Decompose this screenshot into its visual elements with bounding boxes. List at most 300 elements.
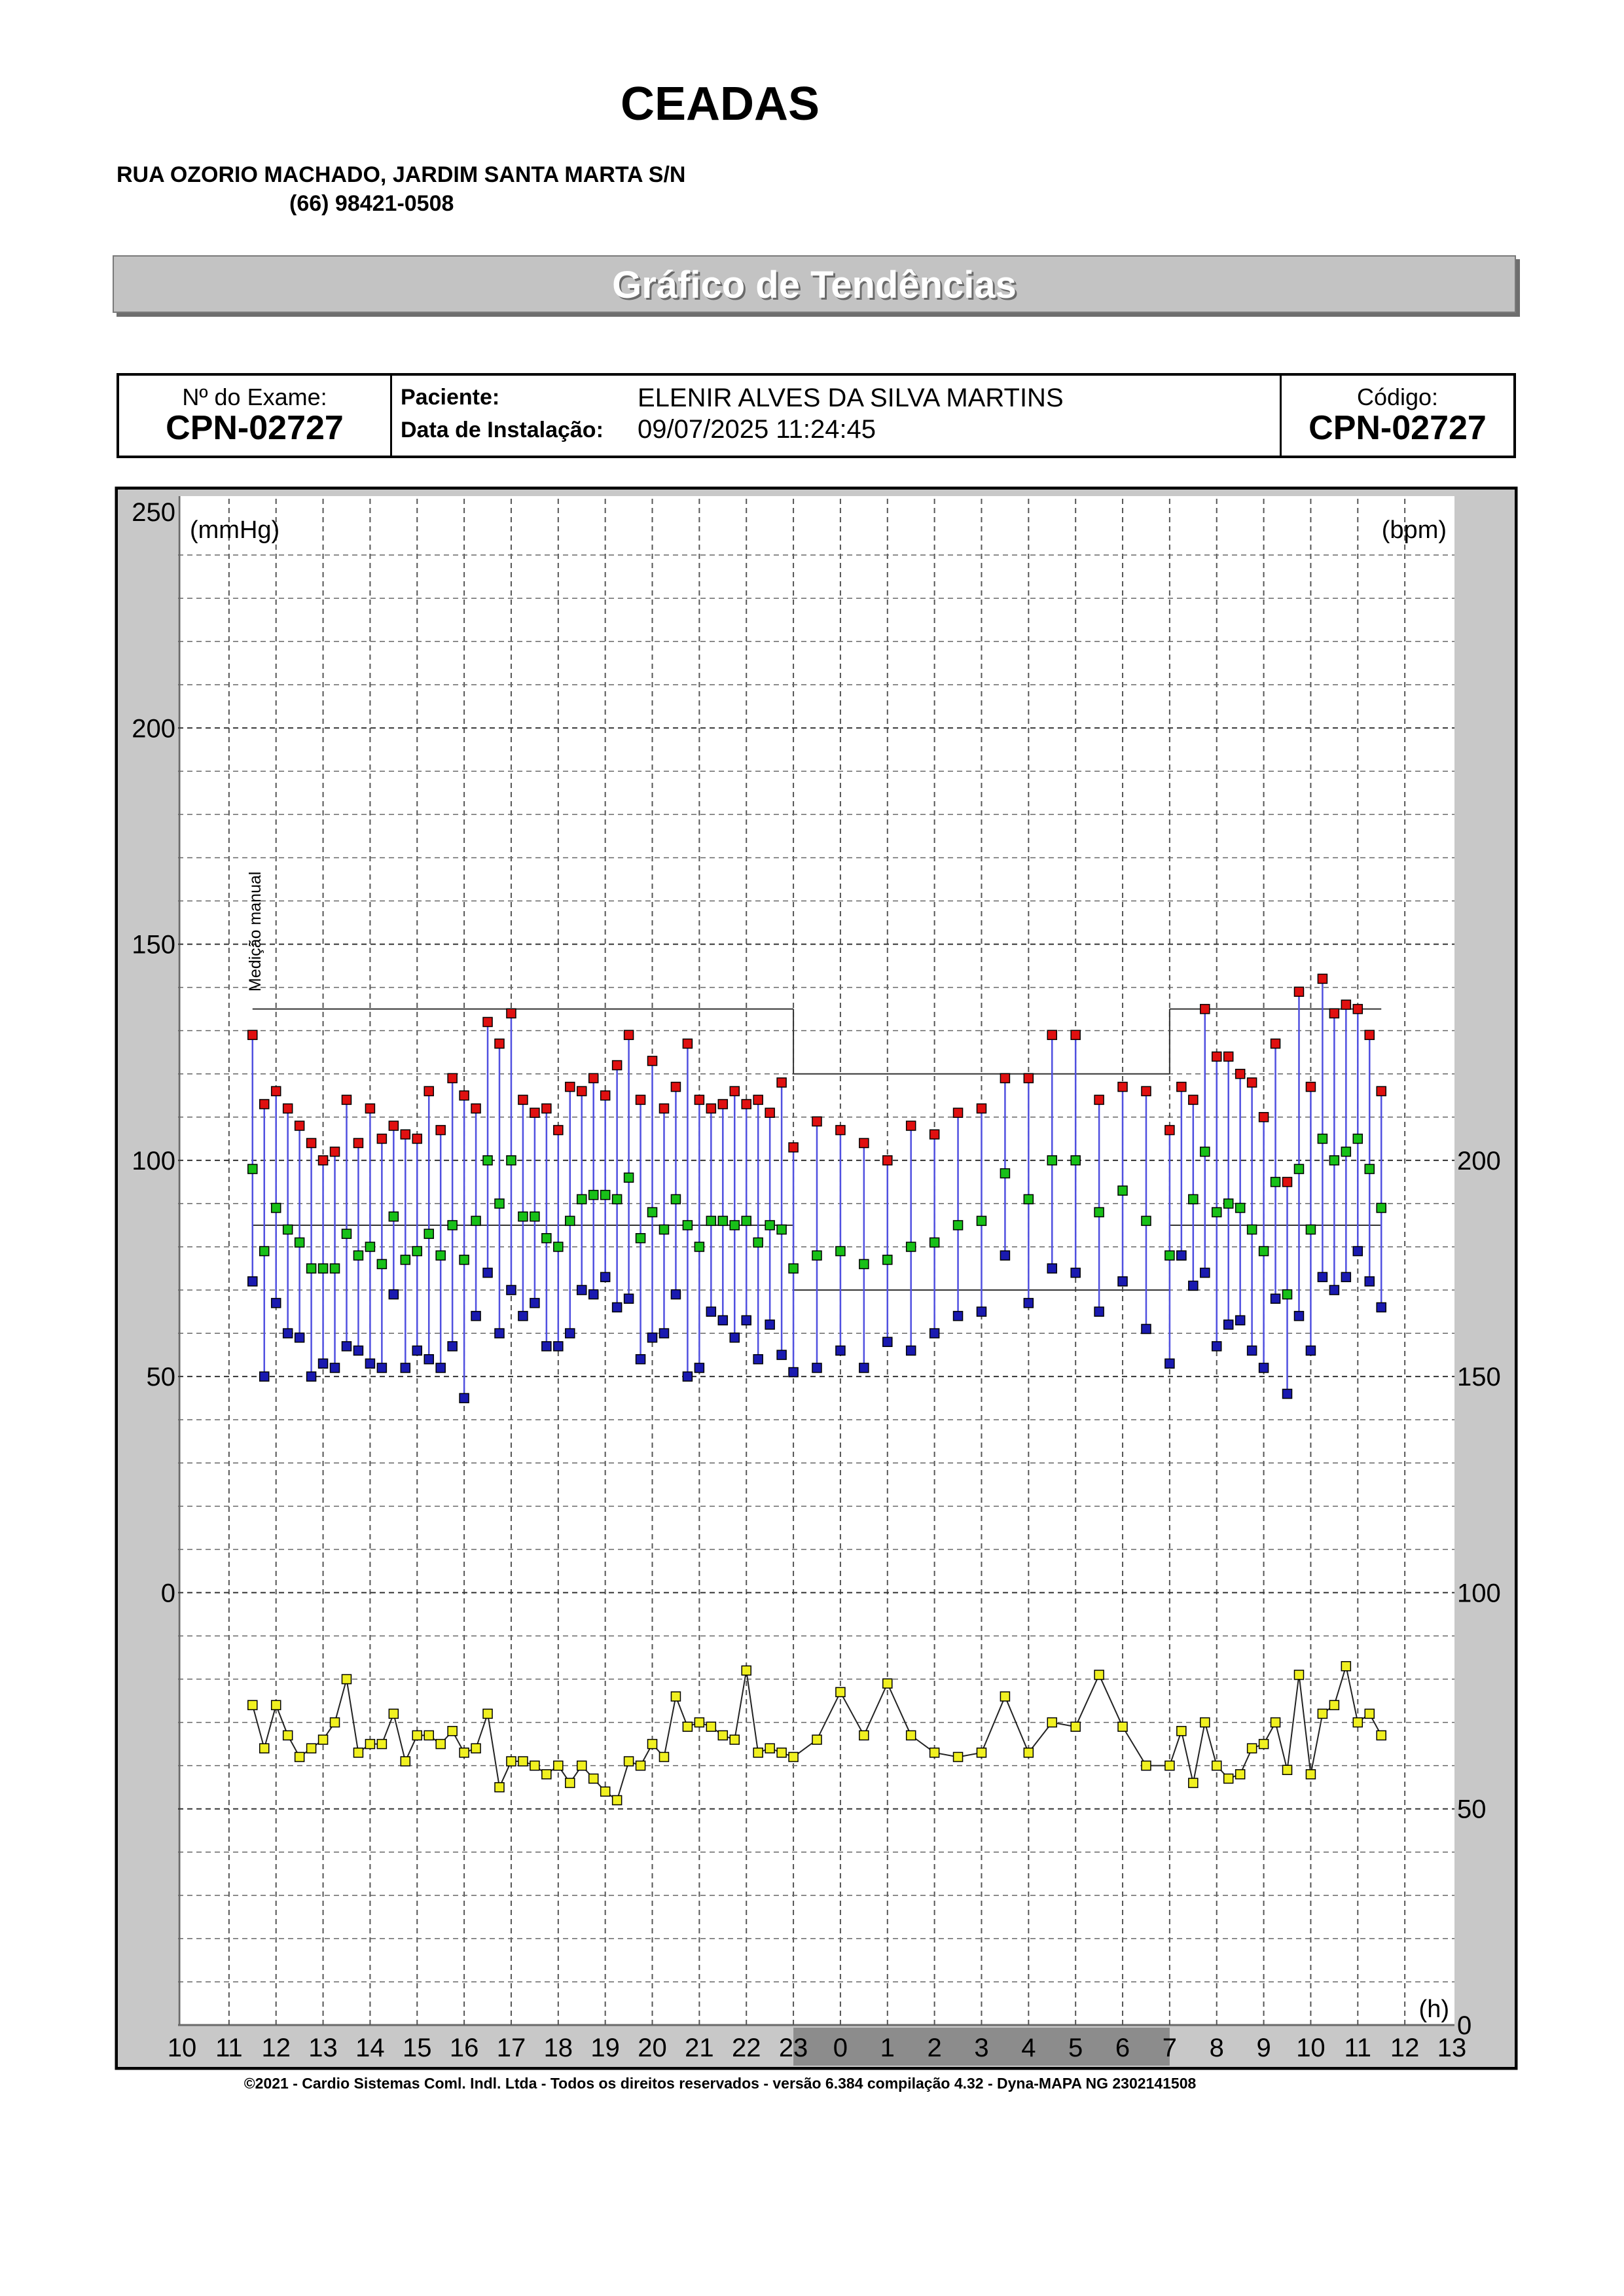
diastolic-point (836, 1346, 845, 1355)
systolic-point (401, 1130, 410, 1139)
mean-point (718, 1216, 727, 1225)
heart-rate-point (577, 1761, 586, 1770)
heart-rate-point (1224, 1774, 1233, 1783)
manual-measure-annotation: Medição manual (246, 871, 264, 992)
heart-rate-point (789, 1752, 798, 1761)
heart-rate-point (589, 1774, 598, 1783)
systolic-point (1341, 1000, 1350, 1009)
diastolic-point (648, 1333, 657, 1342)
heart-rate-point (753, 1748, 763, 1757)
heart-rate-point (331, 1718, 340, 1727)
mean-point (930, 1238, 939, 1247)
systolic-point (460, 1091, 469, 1100)
x-axis-tick: 9 (1256, 2034, 1271, 2062)
diastolic-point (1165, 1359, 1174, 1368)
diastolic-point (683, 1372, 692, 1381)
systolic-point (742, 1100, 751, 1109)
mean-point (659, 1225, 668, 1234)
heart-rate-point (1165, 1761, 1174, 1770)
mean-point (648, 1208, 657, 1217)
diastolic-point (530, 1299, 539, 1308)
systolic-point (624, 1030, 634, 1039)
mean-point (1071, 1156, 1080, 1165)
heart-rate-point (613, 1796, 622, 1805)
diastolic-point (260, 1372, 269, 1381)
x-axis-tick: 7 (1162, 2034, 1178, 2062)
heart-rate-point (730, 1735, 739, 1744)
diastolic-point (695, 1363, 704, 1372)
patient-label: Paciente: (401, 385, 500, 410)
mean-point (389, 1212, 398, 1221)
diastolic-point (1236, 1316, 1245, 1325)
mean-point (812, 1251, 821, 1260)
mean-point (1365, 1164, 1374, 1174)
heart-rate-point (1024, 1748, 1033, 1757)
mean-point (1306, 1225, 1315, 1234)
systolic-point (1000, 1073, 1009, 1083)
systolic-point (471, 1104, 480, 1113)
systolic-point (1142, 1086, 1151, 1096)
systolic-point (1212, 1052, 1221, 1061)
diastolic-point (636, 1355, 645, 1364)
x-axis-tick: 12 (1390, 2034, 1420, 2062)
diastolic-point (1047, 1264, 1056, 1273)
systolic-point (753, 1095, 763, 1104)
mean-point (495, 1199, 504, 1208)
heart-rate-point (695, 1718, 704, 1727)
diastolic-point (1000, 1251, 1009, 1260)
systolic-point (412, 1134, 422, 1143)
heart-rate-point (1318, 1709, 1327, 1718)
left-axis-tick: 150 (132, 930, 175, 960)
mean-point (624, 1173, 634, 1182)
diastolic-point (930, 1329, 939, 1338)
diastolic-point (1224, 1320, 1233, 1329)
heart-rate-point (495, 1783, 504, 1792)
x-axis-tick: 20 (638, 2034, 667, 2062)
mean-point (601, 1191, 610, 1200)
heart-rate-point (401, 1757, 410, 1766)
systolic-point (436, 1126, 445, 1135)
systolic-point (1047, 1030, 1056, 1039)
diastolic-point (1024, 1299, 1033, 1308)
x-axis-tick: 0 (833, 2034, 848, 2062)
heart-rate-point (907, 1731, 916, 1740)
heart-rate-point (859, 1731, 869, 1740)
mean-point (518, 1212, 528, 1221)
systolic-point (789, 1143, 798, 1152)
systolic-point (272, 1086, 281, 1096)
diastolic-point (1271, 1294, 1280, 1303)
mean-point (695, 1242, 704, 1251)
x-axis-tick: 8 (1209, 2034, 1224, 2062)
mean-point (1329, 1156, 1339, 1165)
diastolic-point (883, 1337, 892, 1346)
clinic-phone: (66) 98421-0508 (289, 191, 454, 216)
x-axis-tick: 12 (261, 2034, 291, 2062)
systolic-point (248, 1030, 257, 1039)
systolic-point (1283, 1177, 1292, 1187)
systolic-point (1248, 1078, 1257, 1087)
x-unit-label: (h) (1418, 1996, 1449, 2023)
diastolic-point (1329, 1285, 1339, 1295)
x-axis-tick: 6 (1115, 2034, 1130, 2062)
diastolic-point (353, 1346, 363, 1355)
x-axis-tick: 18 (543, 2034, 573, 2062)
diastolic-point (412, 1346, 422, 1355)
systolic-point (954, 1108, 963, 1117)
heart-rate-point (1271, 1718, 1280, 1727)
diastolic-point (495, 1329, 504, 1338)
heart-rate-point (1142, 1761, 1151, 1770)
diastolic-point (1306, 1346, 1315, 1355)
mean-point (1283, 1290, 1292, 1299)
diastolic-point (765, 1320, 774, 1329)
heart-rate-point (954, 1752, 963, 1761)
systolic-point (1024, 1073, 1033, 1083)
mean-point (1377, 1204, 1386, 1213)
x-axis-tick: 22 (731, 2034, 761, 2062)
systolic-point (648, 1056, 657, 1066)
diastolic-point (436, 1363, 445, 1372)
mean-point (1224, 1199, 1233, 1208)
systolic-point (777, 1078, 786, 1087)
mean-point (460, 1255, 469, 1265)
left-axis-tick: 100 (132, 1146, 175, 1175)
heart-rate-point (812, 1735, 821, 1744)
exam-number-label: Nº do Exame: (182, 384, 327, 410)
systolic-point (283, 1104, 293, 1113)
heart-rate-point (977, 1748, 986, 1757)
mean-point (1341, 1147, 1350, 1157)
systolic-point (530, 1108, 539, 1117)
mean-point (742, 1216, 751, 1225)
patient-name: ELENIR ALVES DA SILVA MARTINS (638, 384, 1064, 412)
heart-rate-point (412, 1731, 422, 1740)
systolic-point (377, 1134, 386, 1143)
heart-rate-point (365, 1740, 374, 1749)
mean-point (977, 1216, 986, 1225)
heart-rate-point (742, 1666, 751, 1675)
heart-rate-point (1294, 1670, 1303, 1679)
systolic-point (1306, 1083, 1315, 1092)
mean-point (272, 1204, 281, 1213)
x-axis-tick: 5 (1068, 2034, 1083, 2062)
heart-rate-point (1365, 1709, 1374, 1718)
systolic-point (1118, 1083, 1127, 1092)
heart-rate-point (1177, 1727, 1186, 1736)
mean-point (260, 1247, 269, 1256)
mean-point (1000, 1169, 1009, 1178)
left-axis-tick: 50 (146, 1363, 175, 1392)
systolic-point (319, 1156, 328, 1165)
systolic-point (1365, 1030, 1374, 1039)
heart-rate-point (283, 1731, 293, 1740)
heart-rate-point (295, 1752, 304, 1761)
mean-point (483, 1156, 492, 1165)
mean-point (577, 1194, 586, 1204)
x-axis-tick: 13 (308, 2034, 338, 2062)
heart-rate-point (471, 1744, 480, 1753)
heart-rate-point (624, 1757, 634, 1766)
heart-rate-point (1200, 1718, 1210, 1727)
diastolic-point (377, 1363, 386, 1372)
heart-rate-point (718, 1731, 727, 1740)
mean-point (1259, 1247, 1269, 1256)
diastolic-point (566, 1329, 575, 1338)
systolic-point (1318, 974, 1327, 983)
x-axis-tick: 16 (449, 2034, 479, 2062)
diastolic-point (1094, 1307, 1104, 1316)
mean-point (1165, 1251, 1174, 1260)
diastolic-point (319, 1359, 328, 1368)
heart-rate-point (1094, 1670, 1104, 1679)
heart-rate-point (1248, 1744, 1257, 1753)
mean-point (1094, 1208, 1104, 1217)
code-label: Código: (1356, 384, 1439, 410)
systolic-point (448, 1073, 457, 1083)
footer-copyright: ©2021 - Cardio Sistemas Coml. Indl. Ltda - Todos os direitos reservados - versão 6.384 compilação 4.32 - Dyna-MAPA NG 2302141508 (244, 2075, 1197, 2092)
heart-rate-point (930, 1748, 939, 1757)
systolic-point (812, 1117, 821, 1126)
chart-right-bevel (1454, 490, 1515, 2067)
banner-title: Gráfico de Tendências (612, 264, 1017, 306)
diastolic-point (613, 1302, 622, 1312)
diastolic-point (954, 1312, 963, 1321)
diastolic-point (907, 1346, 916, 1355)
diastolic-point (601, 1272, 610, 1282)
diastolic-point (812, 1363, 821, 1372)
heart-rate-point (648, 1740, 657, 1749)
diastolic-point (331, 1363, 340, 1372)
mean-point (1024, 1194, 1033, 1204)
diastolic-point (789, 1368, 798, 1377)
heart-rate-point (836, 1687, 845, 1696)
mean-point (424, 1229, 433, 1238)
systolic-point (601, 1091, 610, 1100)
diastolic-point (730, 1333, 739, 1342)
diastolic-point (718, 1316, 727, 1325)
diastolic-point (1118, 1277, 1127, 1286)
systolic-point (977, 1104, 986, 1113)
right-axis-tick: 0 (1457, 2011, 1472, 2040)
chart-top-bevel (118, 490, 1515, 496)
diastolic-point (1283, 1390, 1292, 1399)
diastolic-point (1259, 1363, 1269, 1372)
mean-point (1294, 1164, 1303, 1174)
x-axis-tick: 19 (590, 2034, 620, 2062)
mean-point (1236, 1204, 1245, 1213)
heart-rate-point (1329, 1700, 1339, 1710)
diastolic-point (1318, 1272, 1327, 1282)
systolic-point (765, 1108, 774, 1117)
systolic-point (1294, 987, 1303, 996)
x-axis-tick: 2 (927, 2034, 942, 2062)
systolic-point (718, 1100, 727, 1109)
x-axis-tick: 14 (355, 2034, 385, 2062)
diastolic-point (483, 1268, 492, 1278)
heart-rate-point (671, 1692, 680, 1701)
diastolic-point (389, 1290, 398, 1299)
x-axis-tick: 4 (1021, 2034, 1036, 2062)
heart-rate-point (307, 1744, 316, 1753)
heart-rate-point (1377, 1731, 1386, 1740)
mean-point (307, 1264, 316, 1273)
diastolic-point (342, 1342, 351, 1351)
systolic-point (577, 1086, 586, 1096)
diastolic-point (624, 1294, 634, 1303)
mean-point (1318, 1134, 1327, 1143)
exam-number: CPN-02727 (166, 409, 344, 447)
heart-rate-point (530, 1761, 539, 1770)
systolic-point (365, 1104, 374, 1113)
right-axis-tick: 100 (1457, 1579, 1501, 1608)
diastolic-point (1212, 1342, 1221, 1351)
heart-rate-point (883, 1679, 892, 1688)
mean-point (295, 1238, 304, 1247)
heart-rate-point (1236, 1770, 1245, 1779)
systolic-point (659, 1104, 668, 1113)
diastolic-point (1142, 1324, 1151, 1333)
heart-rate-point (389, 1709, 398, 1718)
heart-rate-point (1212, 1761, 1221, 1770)
systolic-point (883, 1156, 892, 1165)
mean-point (530, 1212, 539, 1221)
heart-rate-point (542, 1770, 551, 1779)
systolic-point (495, 1039, 504, 1049)
systolic-point (507, 1009, 516, 1018)
heart-rate-point (518, 1757, 528, 1766)
heart-rate-point (636, 1761, 645, 1770)
mean-point (1212, 1208, 1221, 1217)
mean-point (1248, 1225, 1257, 1234)
heart-rate-point (448, 1727, 457, 1736)
mean-point (883, 1255, 892, 1265)
x-axis-tick: 11 (1344, 2034, 1372, 2062)
heart-rate-point (659, 1752, 668, 1761)
heart-rate-point (248, 1700, 257, 1710)
mean-point (671, 1194, 680, 1204)
heart-rate-point (353, 1748, 363, 1757)
diastolic-point (401, 1363, 410, 1372)
systolic-point (706, 1104, 715, 1113)
systolic-point (518, 1095, 528, 1104)
systolic-point (1353, 1005, 1362, 1014)
mean-point (401, 1255, 410, 1265)
mean-point (1189, 1194, 1198, 1204)
heart-rate-point (765, 1744, 774, 1753)
x-axis-tick: 23 (778, 2034, 808, 2062)
systolic-point (1259, 1113, 1269, 1122)
mean-point (331, 1264, 340, 1273)
diastolic-point (1377, 1302, 1386, 1312)
systolic-point (1071, 1030, 1080, 1039)
mean-point (448, 1221, 457, 1230)
mean-point (507, 1156, 516, 1165)
x-axis-tick: 10 (167, 2034, 197, 2062)
mean-point (613, 1194, 622, 1204)
systolic-point (613, 1061, 622, 1070)
mean-point (342, 1229, 351, 1238)
code-value: CPN-02727 (1308, 409, 1487, 447)
heart-rate-point (1071, 1722, 1080, 1731)
left-axis-tick: 0 (160, 1579, 175, 1608)
systolic-point (295, 1121, 304, 1130)
diastolic-point (1294, 1312, 1303, 1321)
x-axis-tick: 3 (974, 2034, 989, 2062)
heart-rate-point (1000, 1692, 1009, 1701)
diastolic-point (272, 1299, 281, 1308)
diastolic-point (518, 1312, 528, 1321)
diastolic-point (577, 1285, 586, 1295)
heart-rate-point (554, 1761, 563, 1770)
clinic-address: RUA OZORIO MACHADO, JARDIM SANTA MARTA S/N (117, 162, 686, 187)
systolic-point (1165, 1126, 1174, 1135)
diastolic-point (295, 1333, 304, 1342)
left-axis-tick: 250 (132, 498, 175, 527)
diastolic-point (1200, 1268, 1210, 1278)
diastolic-point (777, 1350, 786, 1359)
mean-point (954, 1221, 963, 1230)
diastolic-point (248, 1277, 257, 1286)
systolic-point (331, 1147, 340, 1157)
diastolic-point (307, 1372, 316, 1381)
mean-point (706, 1216, 715, 1225)
right-axis-tick: 200 (1457, 1146, 1501, 1175)
x-axis-tick: 13 (1437, 2034, 1467, 2062)
systolic-point (353, 1138, 363, 1147)
heart-rate-point (601, 1787, 610, 1796)
systolic-point (342, 1095, 351, 1104)
mean-point (1271, 1177, 1280, 1187)
heart-rate-point (272, 1700, 281, 1710)
heart-rate-point (1353, 1718, 1362, 1727)
heart-rate-point (777, 1748, 786, 1757)
heart-rate-point (377, 1740, 386, 1749)
systolic-point (307, 1138, 316, 1147)
heart-rate-point (424, 1731, 433, 1740)
diastolic-point (1365, 1277, 1374, 1286)
systolic-point (260, 1100, 269, 1109)
diastolic-point (753, 1355, 763, 1364)
diastolic-point (706, 1307, 715, 1316)
diastolic-point (659, 1329, 668, 1338)
heart-rate-point (342, 1675, 351, 1684)
x-axis-tick: 21 (685, 2034, 714, 2062)
mean-point (777, 1225, 786, 1234)
systolic-point (483, 1017, 492, 1026)
mean-point (589, 1191, 598, 1200)
systolic-point (907, 1121, 916, 1130)
systolic-point (730, 1086, 739, 1096)
x-axis-tick: 17 (496, 2034, 526, 2062)
heart-rate-point (460, 1748, 469, 1757)
mean-point (412, 1247, 422, 1256)
heart-rate-point (1047, 1718, 1056, 1727)
systolic-point (671, 1083, 680, 1092)
x-axis-tick: 11 (215, 2034, 243, 2062)
mean-point (907, 1242, 916, 1251)
heart-rate-point (1306, 1770, 1315, 1779)
systolic-point (1329, 1009, 1339, 1018)
diastolic-point (671, 1290, 680, 1299)
heart-rate-point (507, 1757, 516, 1766)
x-axis-tick: 15 (403, 2034, 432, 2062)
heart-rate-point (1259, 1740, 1269, 1749)
heart-rate-point (436, 1740, 445, 1749)
systolic-point (836, 1126, 845, 1135)
diastolic-point (460, 1393, 469, 1403)
